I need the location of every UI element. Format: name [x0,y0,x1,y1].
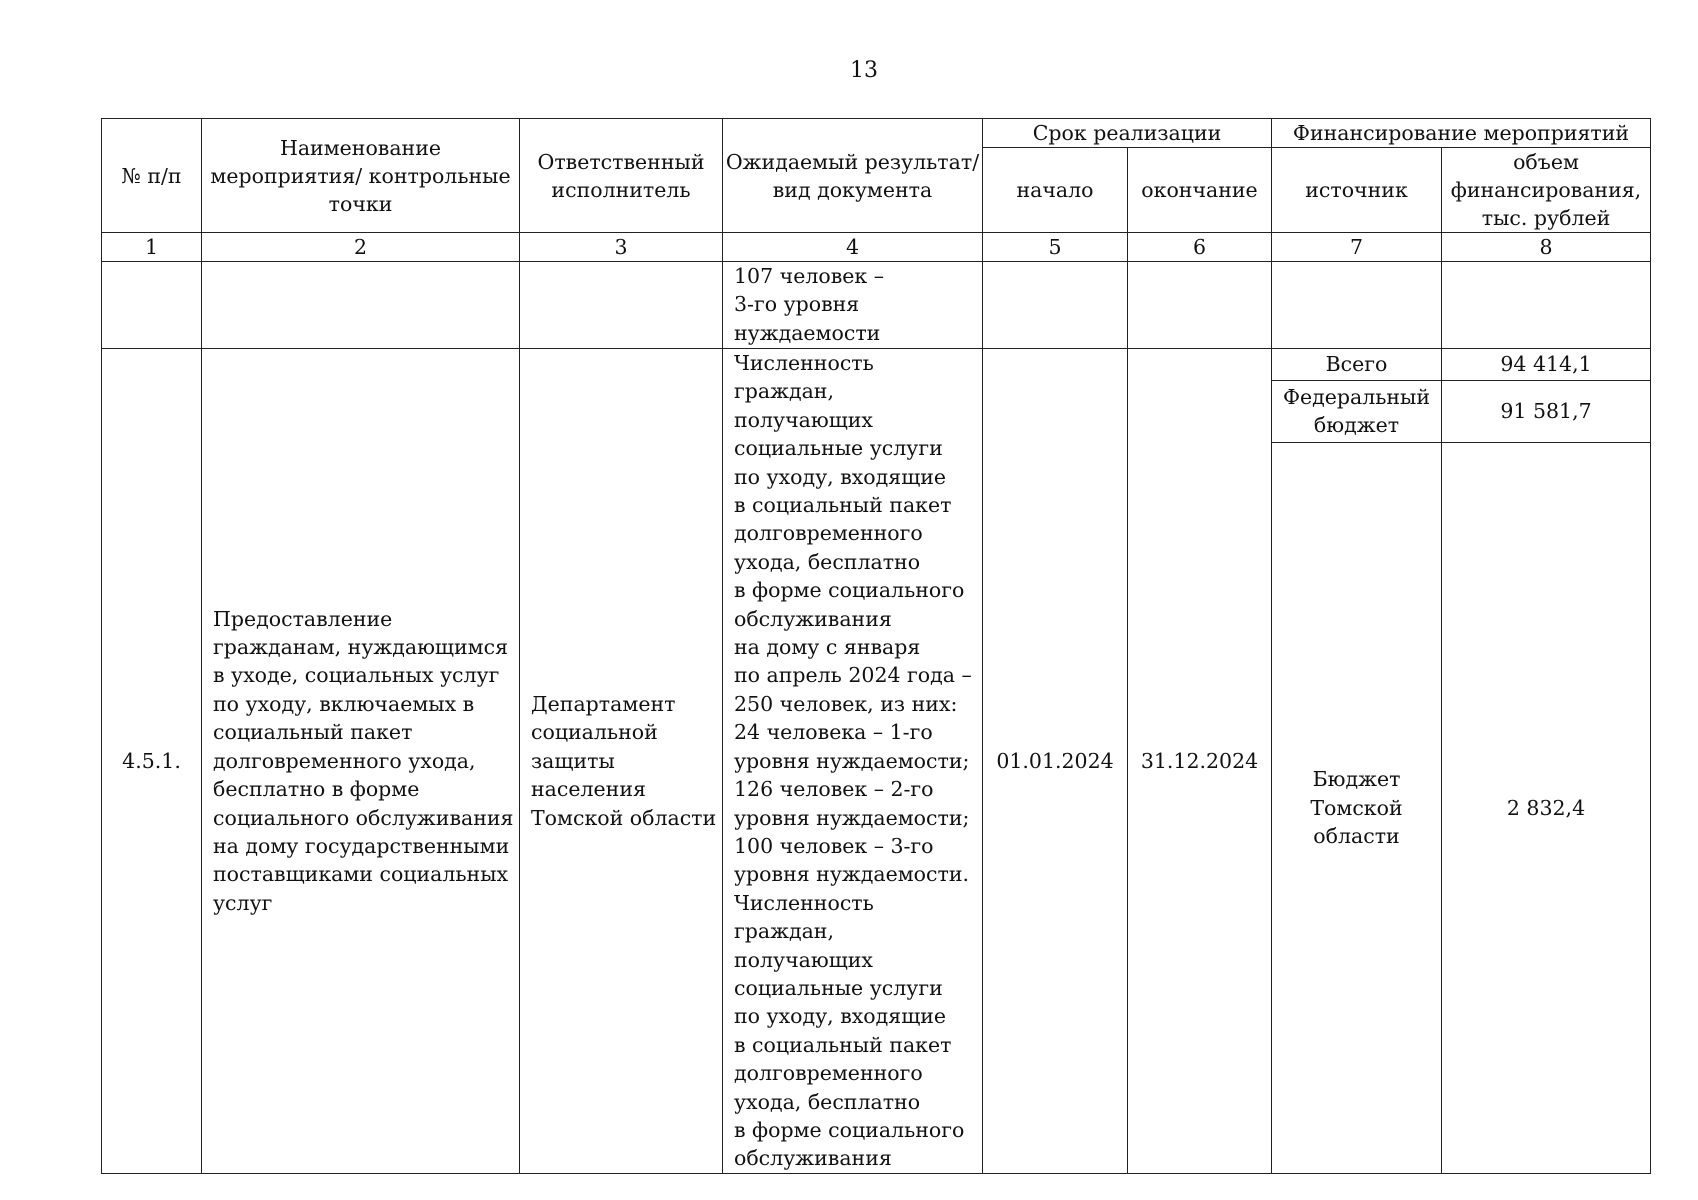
result-line: 250 человек, из них: [734,691,958,716]
result-line: в социальный пакет [734,493,952,518]
column-number: 6 [1128,233,1272,262]
result-line: Численность граждан, [734,890,874,944]
column-number: 7 [1272,233,1442,262]
responsible-executor: Департамент социальной защиты населения Томской области [520,349,723,1174]
continuation-result [723,262,983,349]
header-result: Ожидаемый результат/ вид документа [723,119,983,233]
result-line: 107 человек – [734,264,884,288]
result-line: по уходу, входящие [734,464,947,489]
header-executor: Ответственный исполнитель [520,119,723,233]
result-line: по уходу, входящие [734,1004,947,1029]
activity-name: Предоставление гражданам, нуждающимся в уходе, социальных услуг по уходу, включаемых в социальный пакет долговременного ухода, бесплатно в форме социального обслуживания на дому государственными поставщиками социальных услуг [202,349,520,1174]
result-line: социальные услуги [734,975,943,1000]
result-line: 24 человека – 1-го [734,720,933,745]
result-line: уровня нуждаемости. [734,862,970,887]
result-line: в форме социального [734,1117,965,1142]
page-number: 13 [850,58,878,83]
result-line: 126 человек – 2-го [734,777,934,802]
header-amount: объем финансирования, тыс. рублей [1442,148,1651,233]
column-number: 2 [202,233,520,262]
column-number: 4 [723,233,983,262]
financing-amount: 91 581,7 [1442,380,1651,442]
column-number: 8 [1442,233,1651,262]
result-line: 3-го уровня [734,292,860,317]
start-date: 01.01.2024 [983,349,1128,1174]
financing-amount: 2 832,4 [1442,442,1651,1173]
activities-table [101,118,1651,1174]
header-activity-name: Наименование мероприятия/ контрольные точки [202,119,520,233]
row-number: 4.5.1. [102,349,202,1174]
column-number: 1 [102,233,202,262]
column-numbers-row [102,233,1651,262]
result-line: обслуживания [734,606,892,631]
financing-amount: 94 414,1 [1442,349,1651,381]
result-line: в форме социального [734,578,965,603]
result-line: долговременного [734,521,923,546]
result-line: нуждаемости [734,320,881,345]
header-start: начало [983,148,1128,233]
continuation-row [102,262,1651,349]
financing-source: Федеральный бюджет [1272,380,1442,442]
end-date: 31.12.2024 [1128,349,1272,1174]
result-line: ухода, бесплатно [734,549,921,574]
column-number: 3 [520,233,723,262]
column-number: 5 [983,233,1128,262]
result-line: в социальный пакет [734,1032,952,1057]
result-line: Численность граждан, [734,351,874,404]
header-finance-group: Финансирование мероприятий [1272,119,1651,148]
result-line: долговременного [734,1061,923,1086]
result-line: ухода, бесплатно [734,1089,921,1114]
result-line: получающих [734,407,873,432]
result-line: социальные услуги [734,436,943,461]
financing-source: Всего [1272,349,1442,381]
header-number: № п/п [102,119,202,233]
result-line: по апрель 2024 года – [734,663,972,688]
result-line: 100 человек – 3-го [734,833,934,858]
result-line: на дому с января [734,635,921,660]
financing-source: Бюджет Томской области [1272,442,1442,1173]
expected-result [723,349,983,1174]
header-source: источник [1272,148,1442,233]
header-term-group: Срок реализации [983,119,1272,148]
result-line: уровня нуждаемости; [734,748,970,773]
result-line: уровня нуждаемости; [734,805,970,830]
result-line: получающих [734,947,873,972]
table-row [102,349,1651,381]
header-end: окончание [1128,148,1272,233]
result-line: обслуживания [734,1146,892,1171]
